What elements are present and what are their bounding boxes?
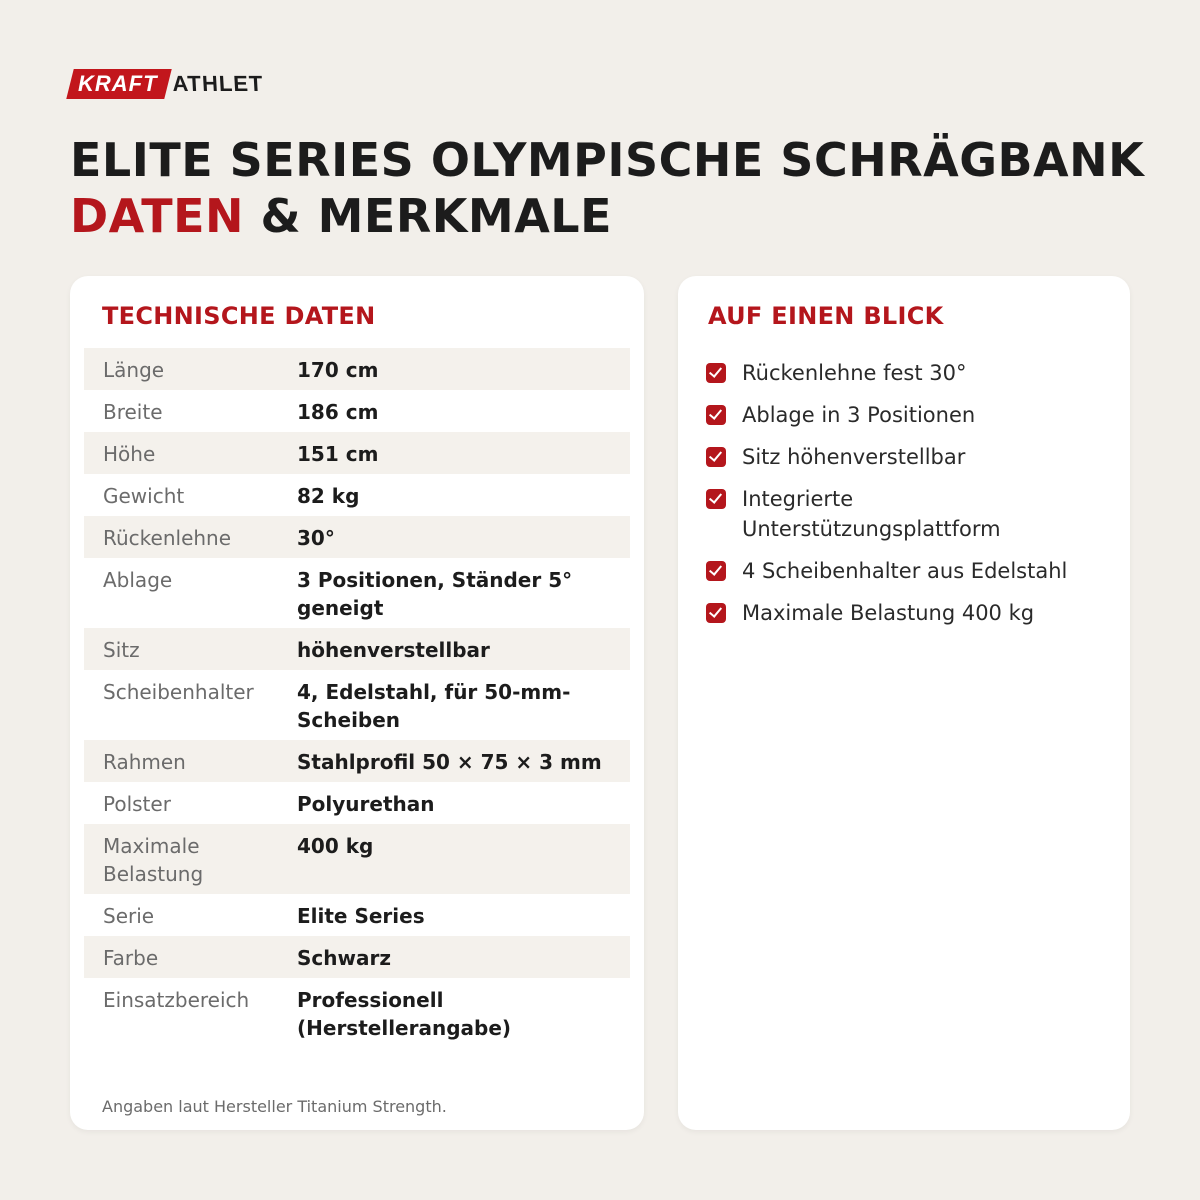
- spec-row: [84, 936, 630, 978]
- spec-table: [84, 348, 630, 1048]
- spec-label: Einsatzbereich: [103, 988, 250, 1012]
- feature-text: Sitz höhenverstellbar: [742, 445, 966, 469]
- spec-row: [84, 390, 630, 432]
- spec-label: Gewicht: [103, 484, 185, 508]
- footnote: Angaben laut Hersteller Titanium Strength.: [102, 1097, 447, 1116]
- spec-row: [84, 558, 630, 628]
- spec-label: Polster: [103, 792, 171, 816]
- spec-value: 3 Positionen, Ständer 5° geneigt: [297, 568, 573, 620]
- brand-logo: [70, 68, 267, 100]
- spec-value: 4, Edelstahl, für 50-mm-Scheiben: [297, 680, 571, 732]
- spec-row: [84, 432, 630, 474]
- checkbox-checked-icon: [706, 447, 726, 467]
- feature-item: [706, 442, 1106, 472]
- spec-value: 186 cm: [297, 400, 379, 424]
- spec-row: [84, 978, 630, 1048]
- spec-value: Elite Series: [297, 904, 425, 928]
- checkbox-checked-icon: [706, 561, 726, 581]
- spec-label: Ablage: [103, 568, 173, 592]
- spec-row: [84, 824, 630, 894]
- feature-text: Integrierte Unterstützungsplattform: [742, 487, 1001, 541]
- feature-item: [706, 400, 1106, 430]
- spec-row: [84, 348, 630, 390]
- page-title: [70, 132, 1144, 244]
- spec-row: [84, 474, 630, 516]
- logo-part-kraft: KRAFT: [66, 69, 171, 99]
- spec-label: Höhe: [103, 442, 156, 466]
- spec-label: Breite: [103, 400, 163, 424]
- checkbox-checked-icon: [706, 603, 726, 623]
- spec-row: [84, 628, 630, 670]
- feature-list: [706, 358, 1106, 640]
- checkbox-checked-icon: [706, 405, 726, 425]
- spec-value: 82 kg: [297, 484, 360, 508]
- page-title-highlight: DATEN: [70, 189, 245, 243]
- spec-value: Polyurethan: [297, 792, 435, 816]
- spec-label: Serie: [103, 904, 155, 928]
- spec-value: 400 kg: [297, 834, 374, 858]
- at-a-glance-card: [678, 276, 1130, 1130]
- spec-value: 30°: [297, 526, 335, 550]
- page-title-line1: ELITE SERIES OLYMPISCHE SCHRÄGBANK: [70, 133, 1145, 187]
- spec-value: höhenverstellbar: [297, 638, 490, 662]
- page-title-line2: & MERKMALE: [244, 189, 613, 243]
- spec-label: Scheibenhalter: [103, 680, 254, 704]
- at-a-glance-title: AUF EINEN BLICK: [708, 302, 944, 330]
- technical-data-card: [70, 276, 644, 1130]
- spec-label: Maximale Belastung: [103, 834, 204, 886]
- spec-row: [84, 894, 630, 936]
- feature-text: Ablage in 3 Positionen: [742, 403, 976, 427]
- spec-label: Rückenlehne: [103, 526, 232, 550]
- spec-label: Länge: [103, 358, 165, 382]
- checkbox-checked-icon: [706, 489, 726, 509]
- spec-value: Stahlprofil 50 × 75 × 3 mm: [297, 750, 602, 774]
- spec-value: Schwarz: [297, 946, 391, 970]
- feature-text: Rückenlehne fest 30°: [742, 361, 967, 385]
- feature-item: [706, 598, 1106, 628]
- spec-label: Farbe: [103, 946, 159, 970]
- spec-value: 151 cm: [297, 442, 379, 466]
- feature-item: [706, 358, 1106, 388]
- checkbox-checked-icon: [706, 363, 726, 383]
- technical-data-title: TECHNISCHE DATEN: [102, 302, 376, 330]
- logo-part-athlet: ATHLET: [168, 71, 266, 96]
- spec-row: [84, 782, 630, 824]
- feature-text: Maximale Belastung 400 kg: [742, 601, 1035, 625]
- spec-row: [84, 740, 630, 782]
- spec-label: Rahmen: [103, 750, 186, 774]
- feature-text: 4 Scheibenhalter aus Edelstahl: [742, 559, 1068, 583]
- spec-row: [84, 516, 630, 558]
- spec-row: [84, 670, 630, 740]
- feature-item: [706, 484, 1106, 544]
- feature-item: [706, 556, 1106, 586]
- spec-value: Professionell (Herstellerangabe): [297, 988, 512, 1040]
- spec-value: 170 cm: [297, 358, 379, 382]
- spec-label: Sitz: [103, 638, 140, 662]
